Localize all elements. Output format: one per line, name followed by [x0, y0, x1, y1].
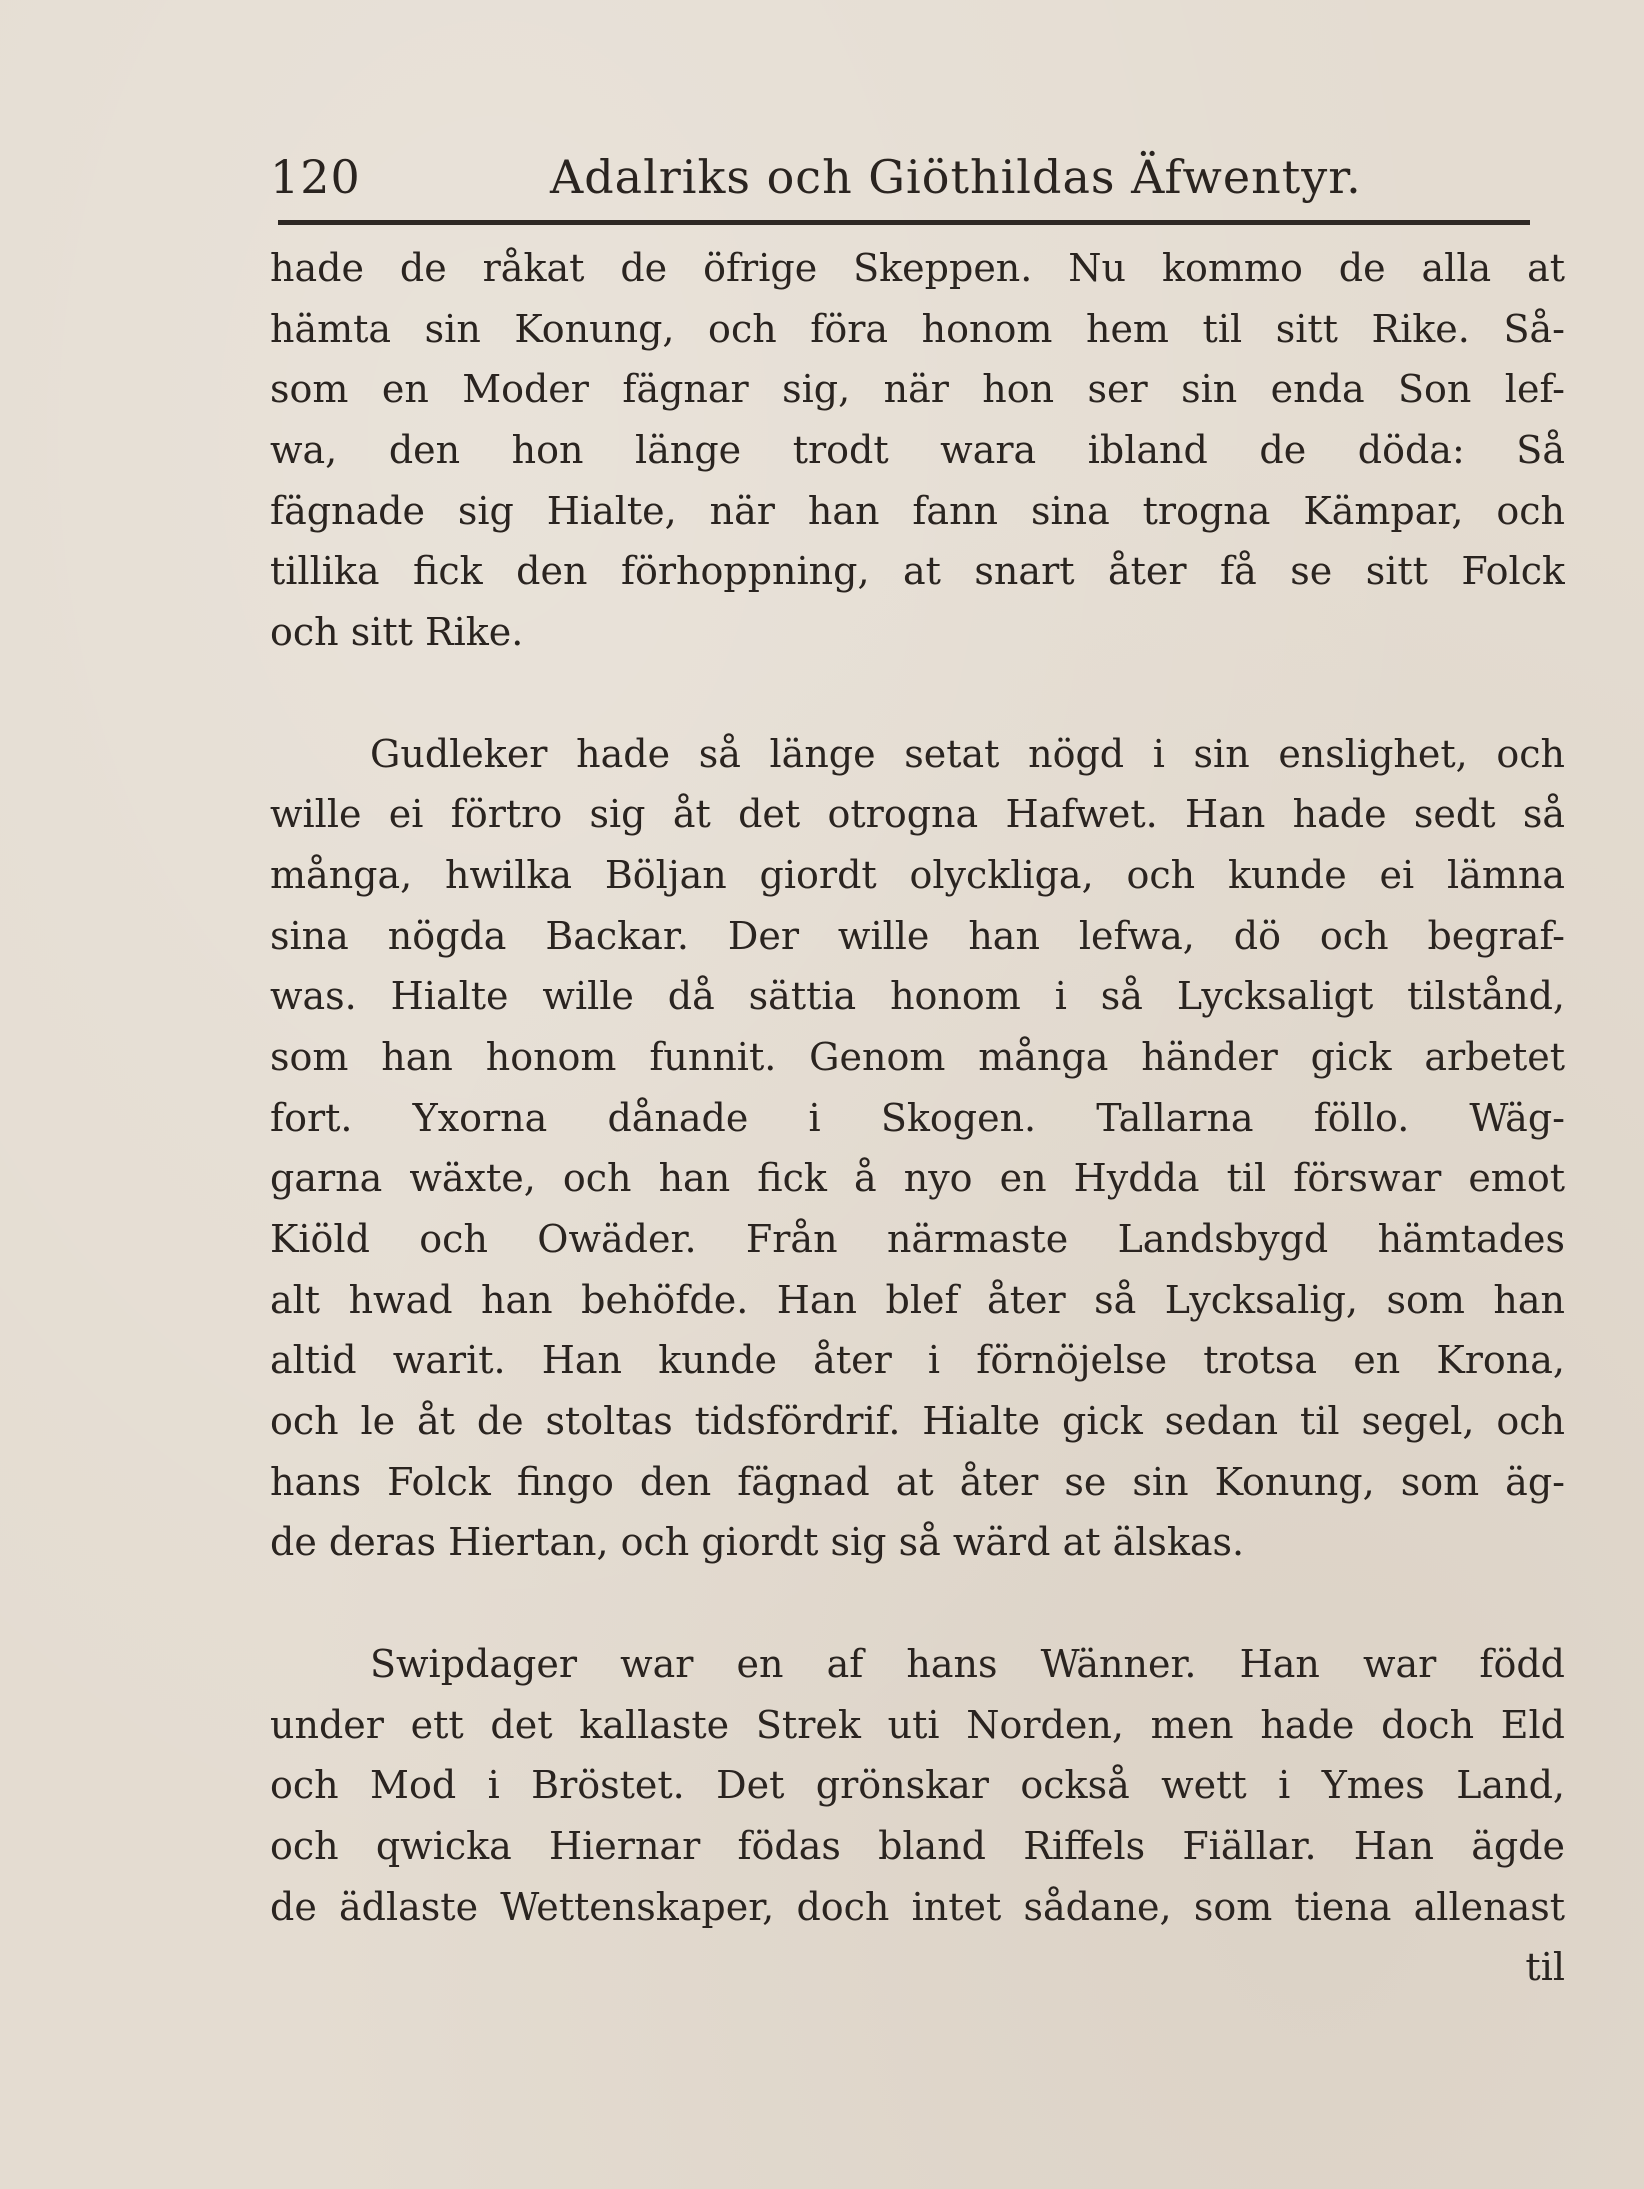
text-line: Gudleker hade så länge setat nögd i sin enslighet, och — [370, 731, 1565, 776]
text-line: och Mod i Bröstet. Det grönskar också wett i Ymes Land, — [270, 1763, 1565, 1808]
text-line: de ädlaste Wettenskaper, doch intet sådane, som tiena allenast — [270, 1884, 1565, 1929]
header-rule — [278, 220, 1530, 225]
text-line: som han honom funnit. Genom många händer gick arbetet — [270, 1034, 1565, 1079]
text-line: was. Hialte wille då sättia honom i så Lycksaligt tilstånd, — [270, 974, 1565, 1019]
text-line: hämta sin Konung, och föra honom hem til sitt Rike. Så- — [270, 306, 1565, 351]
text-line: många, hwilka Böljan giordt olyckliga, och kunde ei lämna — [270, 852, 1565, 897]
running-title: Adalriks och Giöthildas Äfwentyr. — [550, 150, 1362, 204]
text-line: fägnade sig Hialte, när han fann sina trogna Kämpar, och — [270, 488, 1565, 533]
text-line: hans Folck fingo den fägnad at åter se sin Konung, som äg- — [270, 1459, 1565, 1504]
text-line: altid warit. Han kunde åter i förnöjelse trotsa en Krona, — [270, 1338, 1565, 1383]
text-line: wille ei förtro sig åt det otrogna Hafwet. Han hade sedt så — [270, 792, 1565, 837]
text-line: sina nögda Backar. Der wille han lefwa, dö och begraf- — [270, 913, 1565, 958]
text-line: hade de råkat de öfrige Skeppen. Nu kommo de alla at — [270, 246, 1565, 290]
page-header — [270, 150, 1530, 210]
text-line: de deras Hiertan, och giordt sig så wärd at älskas. — [270, 1520, 1245, 1565]
text-line: och sitt Rike. — [270, 610, 524, 655]
page-number: 120 — [270, 150, 361, 204]
text-line: wa, den hon länge trodt wara ibland de döda: Så — [270, 428, 1565, 473]
body-text — [270, 238, 1570, 1998]
text-line: garna wäxte, och han fick å nyo en Hydda til förswar emot — [270, 1156, 1565, 1201]
text-line: Swipdager war en af hans Wänner. Han war född — [370, 1641, 1565, 1686]
text-line: fort. Yxorna dånade i Skogen. Tallarna föllo. Wäg- — [270, 1095, 1565, 1140]
text-line: som en Moder fägnar sig, när hon ser sin enda Son lef- — [270, 367, 1565, 412]
text-line: alt hwad han behöfde. Han blef åter så Lycksalig, som han — [270, 1277, 1565, 1322]
paragraph-gap — [270, 663, 1570, 724]
text-line: under ett det kallaste Strek uti Norden, men hade doch Eld — [270, 1702, 1565, 1747]
text-line: och le åt de stoltas tidsfördrif. Hialte gick sedan til segel, och — [270, 1399, 1565, 1444]
text-line: tillika fick den förhoppning, at snart åter få se sitt Folck — [270, 549, 1565, 594]
text-line: Kiöld och Owäder. Från närmaste Landsbygd hämtades — [270, 1217, 1565, 1261]
catchword: til — [1525, 1945, 1565, 1990]
paragraph-gap — [270, 1573, 1570, 1634]
text-line: och qwicka Hiernar födas bland Riffels Fiällar. Han ägde — [270, 1823, 1565, 1868]
